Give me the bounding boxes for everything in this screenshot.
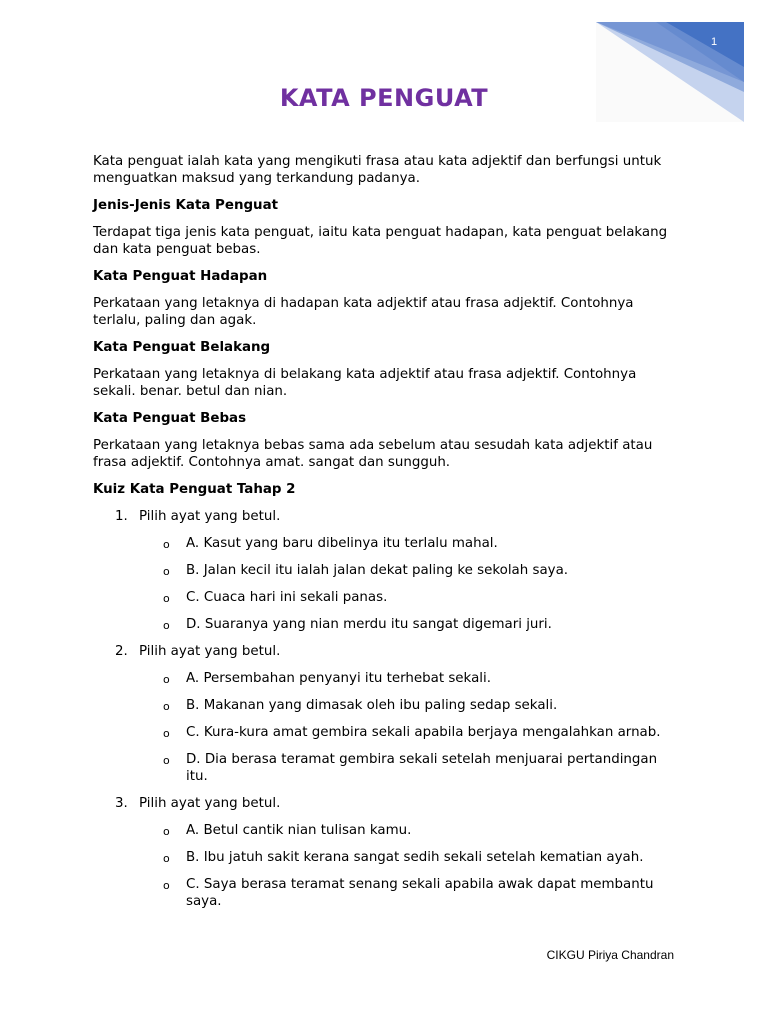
option-text: B. Ibu jatuh sakit kerana sangat sedih sekali setelah kematian ayah. — [186, 850, 644, 865]
bullet-icon: o — [163, 592, 170, 605]
section-paragraph: Perkataan yang letaknya di belakang kata adjektif atau frasa adjektif. Contohnya sekali. benar. betul dan nian. — [93, 367, 637, 399]
bullet-icon: o — [163, 825, 170, 838]
question-prompt — [93, 508, 683, 525]
bullet-icon: o — [163, 754, 170, 767]
question-text: Pilih ayat yang betul. — [139, 644, 281, 659]
option-list — [93, 822, 683, 910]
option-item — [93, 535, 683, 552]
option-item — [93, 562, 683, 579]
bullet-icon: o — [163, 673, 170, 686]
option-text: C. Kura-kura amat gembira sekali apabila berjaya mengalahkan arnab. — [186, 725, 661, 740]
bullet-icon: o — [163, 565, 170, 578]
quiz-question-3 — [93, 795, 683, 910]
option-text: D. Suaranya yang nian merdu itu sangat digemari juri. — [186, 617, 552, 632]
option-item — [93, 670, 683, 687]
page-number: 1 — [710, 36, 718, 48]
section-heading: Jenis-Jenis Kata Penguat — [93, 198, 279, 213]
option-text: B. Makanan yang dimasak oleh ibu paling sedap sekali. — [186, 698, 558, 713]
question-number: 3. — [115, 796, 128, 811]
question-number: 1. — [115, 509, 128, 524]
option-list — [93, 670, 683, 785]
option-item — [93, 876, 683, 910]
option-text: A. Betul cantik nian tulisan kamu. — [186, 823, 412, 838]
section-paragraph: Terdapat tiga jenis kata penguat, iaitu kata penguat hadapan, kata penguat belakang dan kata penguat bebas. — [93, 225, 668, 257]
section-paragraph: Perkataan yang letaknya di hadapan kata adjektif atau frasa adjektif. Contohnya terlalu, paling dan agak. — [93, 296, 634, 328]
section-heading: Kata Penguat Hadapan — [93, 269, 268, 284]
question-text: Pilih ayat yang betul. — [139, 796, 281, 811]
section-paragraph: Perkataan yang letaknya bebas sama ada sebelum atau sesudah kata adjektif atau frasa adjektif. Contohnya amat. sangat dan sungguh. — [93, 438, 653, 470]
bullet-icon: o — [163, 727, 170, 740]
option-item — [93, 589, 683, 606]
option-text: D. Dia berasa teramat gembira sekali setelah menjuarai pertandingan itu. — [186, 752, 658, 784]
quiz-heading: Kuiz Kata Penguat Tahap 2 — [93, 482, 296, 497]
footer-author: CIKGU Piriya Chandran — [546, 948, 674, 962]
option-text: B. Jalan kecil itu ialah jalan dekat paling ke sekolah saya. — [186, 563, 569, 578]
option-item — [93, 751, 683, 785]
question-prompt — [93, 643, 683, 660]
option-text: A. Kasut yang baru dibelinya itu terlalu mahal. — [186, 536, 498, 551]
question-text: Pilih ayat yang betul. — [139, 509, 281, 524]
bullet-icon: o — [163, 852, 170, 865]
option-item — [93, 849, 683, 866]
page-title: KATA PENGUAT — [279, 84, 489, 112]
option-text: C. Saya berasa teramat senang sekali apabila awak dapat membantu saya. — [186, 877, 654, 909]
option-item — [93, 616, 683, 633]
option-item — [93, 697, 683, 714]
option-text: A. Persembahan penyanyi itu terhebat sekali. — [186, 671, 491, 686]
option-item — [93, 822, 683, 839]
quiz-question-1 — [93, 508, 683, 633]
option-list — [93, 535, 683, 633]
question-prompt — [93, 795, 683, 812]
bullet-icon: o — [163, 538, 170, 551]
question-number: 2. — [115, 644, 128, 659]
option-item — [93, 724, 683, 741]
section-heading: Kata Penguat Bebas — [93, 411, 247, 426]
quiz-question-2 — [93, 643, 683, 785]
bullet-icon: o — [163, 700, 170, 713]
bullet-icon: o — [163, 879, 170, 892]
section-heading: Kata Penguat Belakang — [93, 340, 271, 355]
option-text: C. Cuaca hari ini sekali panas. — [186, 590, 388, 605]
bullet-icon: o — [163, 619, 170, 632]
intro-paragraph: Kata penguat ialah kata yang mengikuti frasa atau kata adjektif dan berfungsi untuk menguatkan maksud yang terkandung padanya. — [93, 154, 662, 186]
document-body — [93, 153, 683, 920]
